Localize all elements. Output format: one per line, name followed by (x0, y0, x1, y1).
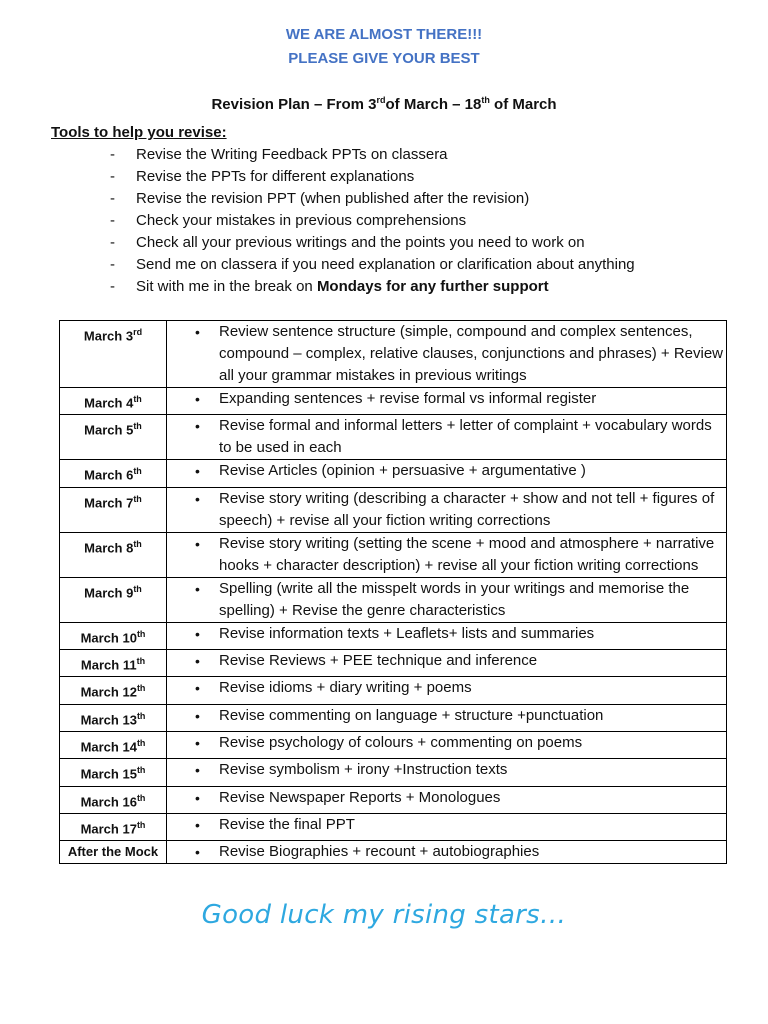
schedule-date-suffix: th (133, 538, 142, 549)
schedule-date: March 15 (80, 766, 137, 782)
schedule-row (60, 649, 727, 676)
tools-item (110, 144, 635, 166)
dash-marker: - (110, 278, 115, 295)
bullet-marker: • (195, 844, 200, 861)
schedule-row (60, 841, 727, 864)
schedule-date: March 5 (84, 422, 134, 438)
schedule-row (60, 321, 727, 388)
schedule-date-cell (60, 731, 167, 758)
schedule-date-cell (60, 677, 167, 704)
schedule-task-cell (167, 731, 727, 758)
schedule-task-text: Review sentence structure (simple, compound and complex sentences, compound – complex, relative clauses, conjunctions and phrases) + Review all your grammar mistakes in previous writings (219, 323, 724, 384)
schedule-row (60, 731, 727, 758)
schedule-task-text: Revise symbolism + irony +Instruction texts (219, 761, 508, 779)
schedule-date: March 8 (84, 539, 134, 555)
schedule-date: March 6 (84, 467, 134, 483)
tools-item-last-bold: Mondays for any further support (316, 278, 549, 295)
schedule-task-item (167, 321, 726, 387)
schedule-row (60, 813, 727, 840)
plan-title-sup-2: th (481, 95, 490, 105)
schedule-date: March 7 (84, 494, 134, 510)
schedule-date-suffix: th (136, 628, 146, 639)
schedule-task-text: Revise story writing (setting the scene + mood and atmosphere + narrative hooks + character description) + revise all your fiction writing corrections (219, 534, 715, 574)
schedule-date-cell (60, 415, 167, 460)
schedule-row (60, 622, 727, 649)
schedule-task-text: Revise psychology of colours + commenting on poems (219, 733, 583, 751)
schedule-task-item (167, 841, 726, 863)
tools-item (110, 210, 635, 232)
schedule-task-item (167, 787, 726, 809)
schedule-task-text: Revise the final PPT (219, 815, 355, 833)
bullet-marker: • (195, 535, 200, 552)
schedule-row (60, 677, 727, 704)
schedule-task-text: Expanding sentences + revise formal vs informal register (219, 390, 597, 407)
schedule-date-cell (60, 487, 167, 532)
schedule-task-cell (167, 321, 727, 388)
bullet-marker: • (195, 762, 200, 779)
schedule-row (60, 460, 727, 487)
schedule-row (60, 532, 727, 577)
schedule-date-suffix: th (133, 583, 142, 594)
schedule-task-item (167, 814, 726, 836)
dash-marker: - (110, 256, 115, 273)
plan-title (0, 95, 768, 113)
schedule-date-suffix: th (133, 421, 142, 432)
dash-marker: - (110, 168, 115, 185)
tools-item (110, 188, 635, 210)
schedule-task-item (167, 388, 726, 410)
schedule-task-text: Revise Biographies + recount + autobiographies (219, 843, 540, 861)
schedule-task-text: Spelling (write all the misspelt words in your writings and memorise the spelling) + Revise the genre characteristics (219, 579, 690, 619)
bullet-marker: • (195, 391, 200, 407)
schedule-task-item (167, 732, 726, 754)
plan-title-part-2: of March – 18 (385, 96, 482, 113)
tools-item-text: Send me on classera if you need explanation or clarification about anything (136, 256, 635, 273)
schedule-task-cell (167, 677, 727, 704)
tools-item-text: Check your mistakes in previous comprehensions (136, 212, 467, 229)
schedule-date-cell (60, 321, 167, 388)
schedule-date-cell (60, 649, 167, 676)
schedule-task-cell (167, 487, 727, 532)
schedule-task-cell (167, 759, 727, 786)
schedule-date-cell (60, 786, 167, 813)
tools-item-text: Revise the PPTs for different explanations (136, 168, 415, 185)
schedule-task-cell (167, 813, 727, 840)
schedule-date: March 3 (83, 328, 134, 344)
schedule-task-cell (167, 704, 727, 731)
tools-item (110, 232, 635, 254)
schedule-task-cell (167, 460, 727, 487)
schedule-task-cell (167, 388, 727, 415)
schedule-date-cell (60, 759, 167, 786)
schedule-task-item (167, 623, 726, 645)
schedule-task-cell (167, 649, 727, 676)
schedule-date-cell (60, 813, 167, 840)
schedule-row (60, 786, 727, 813)
schedule-date: March 11 (80, 657, 137, 673)
schedule-task-text: Revise story writing (describing a character + show and not tell + figures of speech) + revise all your fiction writing corrections (219, 489, 715, 529)
schedule-date-suffix: th (136, 765, 146, 776)
schedule-task-text: Revise idioms + diary writing + poems (219, 679, 472, 697)
schedule-row (60, 388, 727, 415)
schedule-task-item (167, 705, 726, 727)
schedule-date-cell (60, 388, 167, 415)
schedule-date-suffix: th (136, 683, 146, 694)
schedule-task-cell (167, 415, 727, 460)
plan-title-part-3: of March (489, 96, 557, 113)
bullet-marker: • (195, 789, 200, 806)
schedule-task-item (167, 488, 726, 532)
headline-line-1: WE ARE ALMOST THERE!!! (285, 26, 483, 43)
tools-item-last-prefix: Sit with me in the break on (136, 278, 317, 295)
schedule-date: March 14 (80, 739, 137, 755)
schedule-date-suffix: th (133, 466, 142, 477)
schedule-task-text: Revise commenting on language + structure +punctuation (219, 706, 604, 724)
schedule-date-cell (60, 622, 167, 649)
schedule-date: March 16 (80, 793, 137, 809)
schedule-date: After the Mock (67, 844, 159, 860)
schedule-date-suffix: th (136, 819, 146, 830)
bullet-marker: • (195, 418, 200, 435)
schedule-task-text: Revise information texts + Leaflets+ lists and summaries (219, 624, 595, 642)
tools-item-last (110, 276, 635, 298)
schedule-date: March 12 (80, 684, 137, 700)
schedule-task-cell (167, 622, 727, 649)
schedule-row (60, 415, 727, 460)
schedule-date-suffix: th (133, 394, 142, 404)
plan-title-sup-1: rd (376, 95, 386, 105)
tools-item (110, 166, 635, 188)
schedule-date-cell (60, 460, 167, 487)
schedule-task-item (167, 578, 726, 622)
revision-schedule-table (59, 320, 727, 864)
schedule-date-suffix: th (136, 710, 146, 721)
dash-marker: - (110, 146, 115, 163)
schedule-task-item (167, 460, 726, 482)
schedule-date-suffix: th (133, 493, 142, 504)
plan-title-part-1: Revision Plan – From 3 (211, 96, 377, 113)
schedule-date: March 4 (84, 395, 134, 411)
schedule-task-item (167, 533, 726, 577)
bullet-marker: • (195, 324, 200, 340)
schedule-date: March 13 (80, 711, 137, 727)
bullet-marker: • (195, 580, 200, 597)
schedule-date: March 9 (84, 584, 134, 600)
bullet-marker: • (195, 625, 200, 642)
tools-item-text: Revise the revision PPT (when published after the revision) (136, 190, 530, 207)
schedule-task-cell (167, 577, 727, 622)
schedule-task-text: Revise Articles (opinion + persuasive + argumentative ) (219, 462, 586, 480)
schedule-task-item (167, 677, 726, 699)
tools-item-text: Check all your previous writings and the points you need to work on (136, 234, 585, 251)
schedule-task-text: Revise Newspaper Reports + Monologues (219, 788, 501, 806)
schedule-date-suffix: th (136, 737, 146, 748)
tools-list (110, 144, 635, 298)
bullet-marker: • (195, 816, 200, 833)
bullet-marker: • (195, 734, 200, 751)
schedule-task-text: Revise formal and informal letters + letter of complaint + vocabulary words to be used in each (219, 417, 712, 457)
bullet-marker: • (195, 490, 200, 507)
schedule-date: March 17 (80, 821, 137, 837)
schedule-date-cell (60, 841, 167, 864)
schedule-date-cell (60, 704, 167, 731)
signoff-message: Good luck my rising stars… (201, 900, 567, 930)
schedule-date-suffix: th (136, 792, 146, 803)
schedule-row (60, 577, 727, 622)
bullet-marker: • (195, 707, 200, 724)
schedule-date-suffix: th (136, 655, 146, 666)
schedule-task-item (167, 650, 726, 672)
bullet-marker: • (195, 463, 200, 480)
schedule-row (60, 704, 727, 731)
dash-marker: - (110, 234, 115, 251)
schedule-date-cell (60, 577, 167, 622)
headline-line-2: PLEASE GIVE YOUR BEST (288, 50, 480, 67)
schedule-task-cell (167, 786, 727, 813)
schedule-task-text: Revise Reviews + PEE technique and inference (219, 651, 538, 669)
tools-heading: Tools to help you revise: (51, 124, 227, 141)
bullet-marker: • (195, 652, 200, 669)
schedule-task-item (167, 415, 726, 459)
dash-marker: - (110, 212, 115, 229)
bullet-marker: • (195, 680, 200, 697)
schedule-task-cell (167, 532, 727, 577)
schedule-task-item (167, 759, 726, 781)
schedule-date-cell (60, 532, 167, 577)
schedule-row (60, 487, 727, 532)
schedule-date: March 10 (80, 629, 137, 645)
schedule-body (60, 321, 727, 864)
schedule-task-cell (167, 841, 727, 864)
schedule-row (60, 759, 727, 786)
tools-item (110, 254, 635, 276)
dash-marker: - (110, 190, 115, 207)
schedule-date-suffix: rd (133, 327, 143, 337)
tools-item-text: Revise the Writing Feedback PPTs on classera (136, 146, 448, 163)
